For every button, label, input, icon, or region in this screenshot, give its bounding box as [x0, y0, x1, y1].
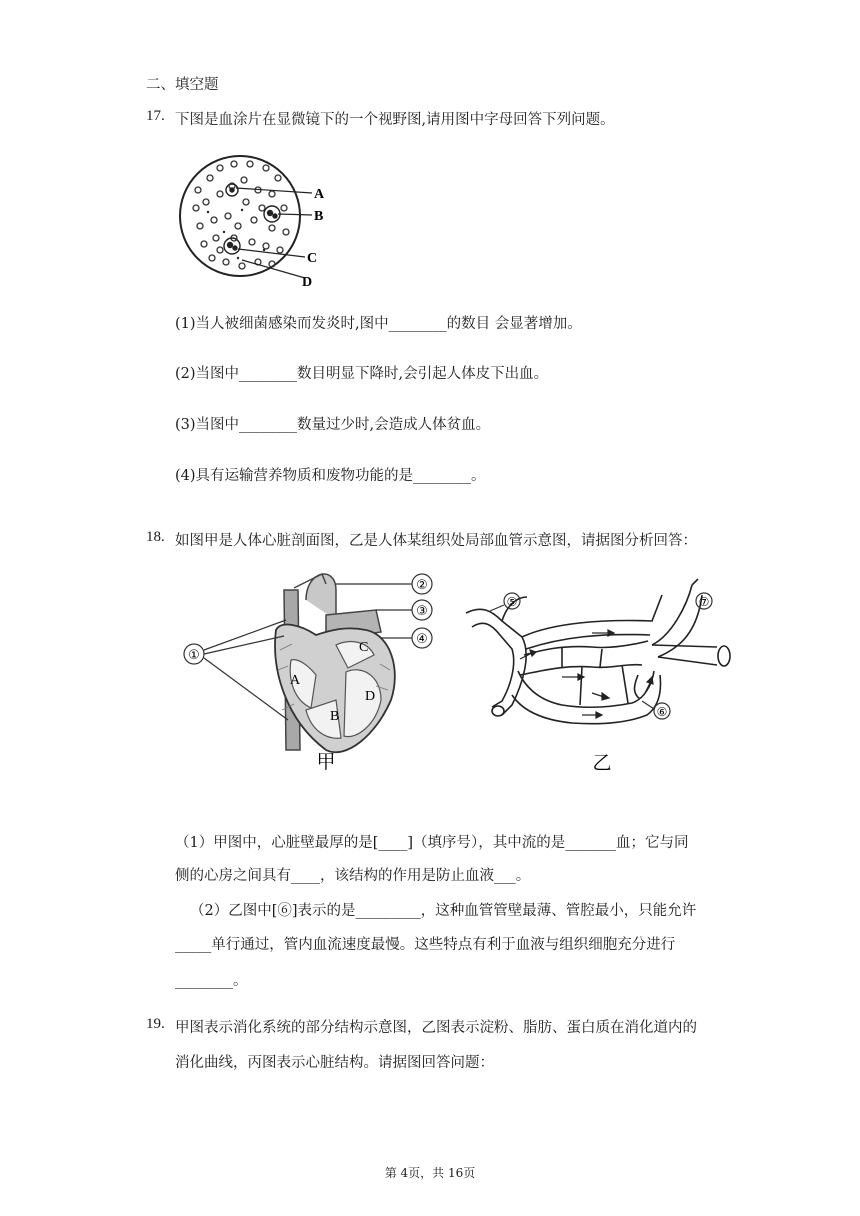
question-18-part2-line2: _____单行通过，管内血流速度最慢。这些特点有利于血液与组织细胞充分进行: [175, 937, 676, 953]
question-19-line2: 消化曲线，丙图表示心脏结构。请据图回答问题：: [175, 1055, 494, 1071]
question-17-number: 17.: [146, 108, 165, 124]
smear-label-a: A: [314, 187, 325, 202]
heart-callout-1: ①: [188, 648, 200, 663]
question-18-part2-line1: （2）乙图中[⑥]表示的是_________，这种血管管壁最薄、管腔最小，只能允许: [190, 903, 697, 919]
caption-yi: 乙: [592, 752, 612, 774]
smear-label-d: D: [302, 275, 313, 290]
question-18-part2-line3: ________。: [175, 973, 248, 989]
question-17-sub3: (3)当图中________数量过少时,会造成人体贫血。: [175, 417, 491, 433]
question-19-line1: 甲图表示消化系统的部分结构示意图，乙图表示淀粉、脂肪、蛋白质在消化道内的: [175, 1020, 697, 1036]
page-footer: 第 4页，共 16页: [384, 1166, 476, 1180]
question-17-sub2: (2)当图中________数目明显下降时,会引起人体皮下出血。: [175, 366, 549, 382]
smear-label-b: B: [314, 209, 324, 224]
heart-label-b: B: [330, 709, 340, 724]
caption-jia: 甲: [316, 751, 336, 773]
vessel-callout-7: ⑦: [698, 595, 710, 609]
vessel-diagram: [462, 575, 742, 780]
vessel-callout-5: ⑤: [506, 595, 518, 609]
question-18-part1-line1: （1）甲图中，心脏壁最厚的是[____]（填序号），其中流的是_______血；它与同: [175, 835, 689, 851]
heart-label-a: A: [290, 673, 301, 688]
question-18-part1-line2: 侧的心房之间具有____，该结构的作用是防止血液___。: [175, 868, 531, 884]
heart-diagram: [176, 560, 446, 780]
question-17-stem: 下图是血涂片在显微镜下的一个视野图,请用图中字母回答下列问题。: [175, 112, 615, 128]
question-18-number: 18.: [146, 529, 165, 545]
section-title: 二、填空题: [146, 77, 219, 93]
smear-label-c: C: [307, 251, 318, 266]
vessel-callout-6: ⑥: [656, 705, 668, 719]
question-19-number: 19.: [146, 1016, 165, 1032]
heart-callout-4: ④: [416, 632, 428, 647]
heart-label-c: C: [359, 640, 369, 655]
question-17-sub4: (4)具有运输营养物质和废物功能的是________。: [175, 468, 486, 484]
heart-callout-3: ③: [416, 604, 428, 619]
question-18-stem: 如图甲是人体心脏剖面图，乙是人体某组织处局部血管示意图，请据图分析回答：: [175, 533, 697, 549]
heart-callout-2: ②: [416, 578, 428, 593]
heart-label-d: D: [365, 689, 376, 704]
blood-smear-figure: [176, 150, 336, 290]
question-17-sub1: (1)当人被细菌感染而发炎时,图中________的数目 会显著增加。: [175, 316, 582, 332]
